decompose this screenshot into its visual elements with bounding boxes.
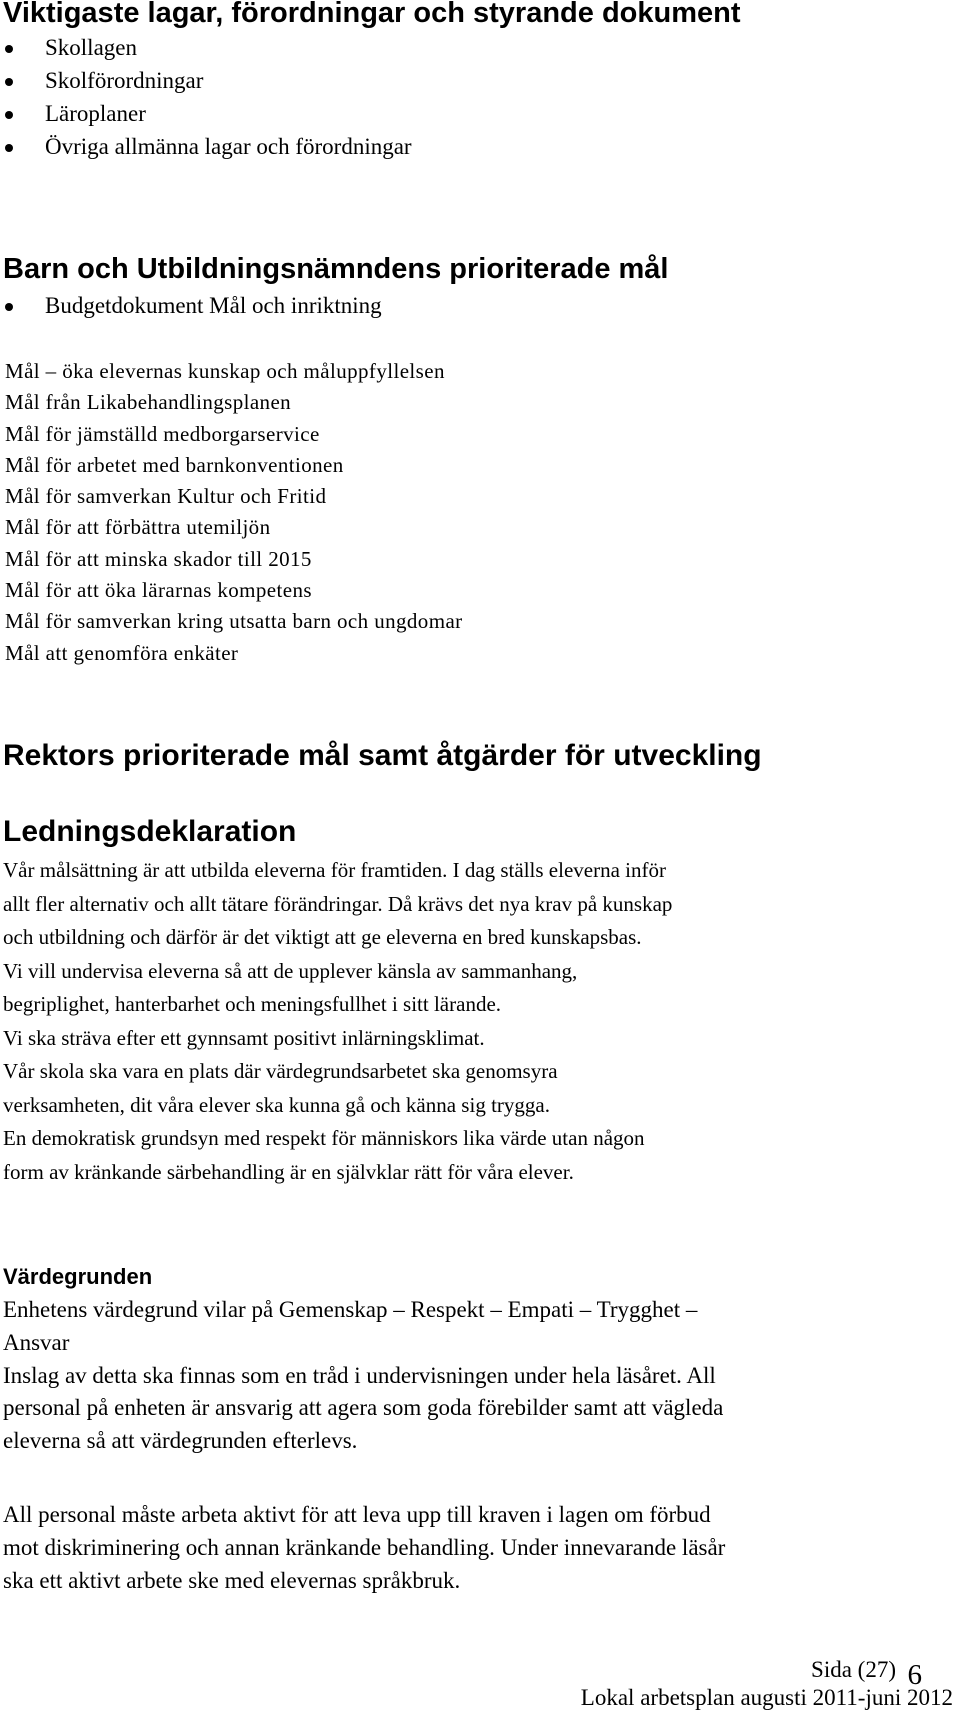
list-item: Mål för att öka lärarnas kompetens <box>5 578 312 603</box>
bullet-icon <box>5 111 13 119</box>
vardegrund-paragraph-1: Enhetens värdegrund vilar på Gemenskap – Respekt – Empati – Trygghet – Ansvar Inslag av detta ska finnas som en tråd i undervisningen under hela läsåret. All personal på enheten är ansvarig att agera som goda förebilder samt att vägleda eleverna så att värdegrunden efterlevs. <box>3 1297 724 1454</box>
list-item: Mål för samverkan Kultur och Fritid <box>5 484 327 509</box>
bullet-list-budget <box>0 289 382 322</box>
list-item: Mål för att förbättra utemiljön <box>5 515 271 540</box>
vardegrund-paragraph-2: All personal måste arbeta aktivt för att leva upp till kraven i lagen om förbud mot diskriminering och annan kränkande behandling. Under innevarande läsår ska ett aktivt arbete ske med elevernas språkbruk. <box>3 1502 726 1593</box>
ledningsdeklaration-text: Vår målsättning är att utbilda eleverna för framtiden. I dag ställs eleverna inför allt fler alternativ och allt tätare förändringar. Då krävs det nya krav på kunskap och utbildning och därför är det viktigt att ge eleverna en bred kunskapsbas. Vi vill undervisa eleverna så att de upplever känsla av sammanhang, begriplighet, hanterbarhet och meningsfullhet i sitt lärande. Vi ska sträva efter ett gynnsamt positivt inlärningsklimat. Vår skola ska vara en plats där värdegrundsarbetet ska genomsyra verksamheten, dit våra elever ska kunna gå och känna sig trygga. En demokratisk grundsyn med respekt för människors lika värde utan någon form av kränkande särbehandling är en självklar rätt för våra elever. <box>3 858 673 1184</box>
list-item: Mål för arbetet med barnkonventionen <box>5 452 344 477</box>
bullet-list-documents <box>0 31 412 163</box>
heading-rektors-mal: Rektors prioriterade mål samt åtgärder för utveckling <box>3 739 762 772</box>
footer-page-number: 6 <box>907 1659 922 1691</box>
goals-list <box>5 356 463 669</box>
heading-styrande-dokument: Viktigaste lagar, förordningar och styrande dokument <box>3 0 741 29</box>
list-item: Mål för samverkan kring utsatta barn och ungdomar <box>5 609 463 634</box>
bullet-icon <box>5 303 13 311</box>
heading-ledningsdeklaration: Ledningsdeklaration <box>3 815 297 848</box>
footer-page-label: Sida (27) <box>811 1657 896 1682</box>
list-item: Mål för att minska skador till 2015 <box>5 546 312 571</box>
bullet-icon <box>5 78 13 86</box>
list-item: Läroplaner <box>0 97 412 130</box>
heading-prioriterade-mal: Barn och Utbildningsnämndens prioriterade mål <box>3 253 669 285</box>
list-item: Skollagen <box>0 31 412 64</box>
list-item: Övriga allmänna lagar och förordningar <box>0 130 412 163</box>
bullet-icon <box>5 45 13 53</box>
list-item: Mål för jämställd medborgarservice <box>5 421 320 446</box>
heading-vardegrunden: Värdegrunden <box>3 1264 153 1289</box>
list-item: Skolförordningar <box>0 64 412 97</box>
list-item: Mål att genomföra enkäter <box>5 640 239 665</box>
bullet-icon <box>5 144 13 152</box>
list-item: Mål från Likabehandlingsplanen <box>5 390 292 415</box>
list-item: Budgetdokument Mål och inriktning <box>0 289 382 322</box>
footer-document-title: Lokal arbetsplan augusti 2011-juni 2012 <box>580 1685 953 1710</box>
list-item: Mål – öka elevernas kunskap och måluppfyllelsen <box>5 359 445 383</box>
